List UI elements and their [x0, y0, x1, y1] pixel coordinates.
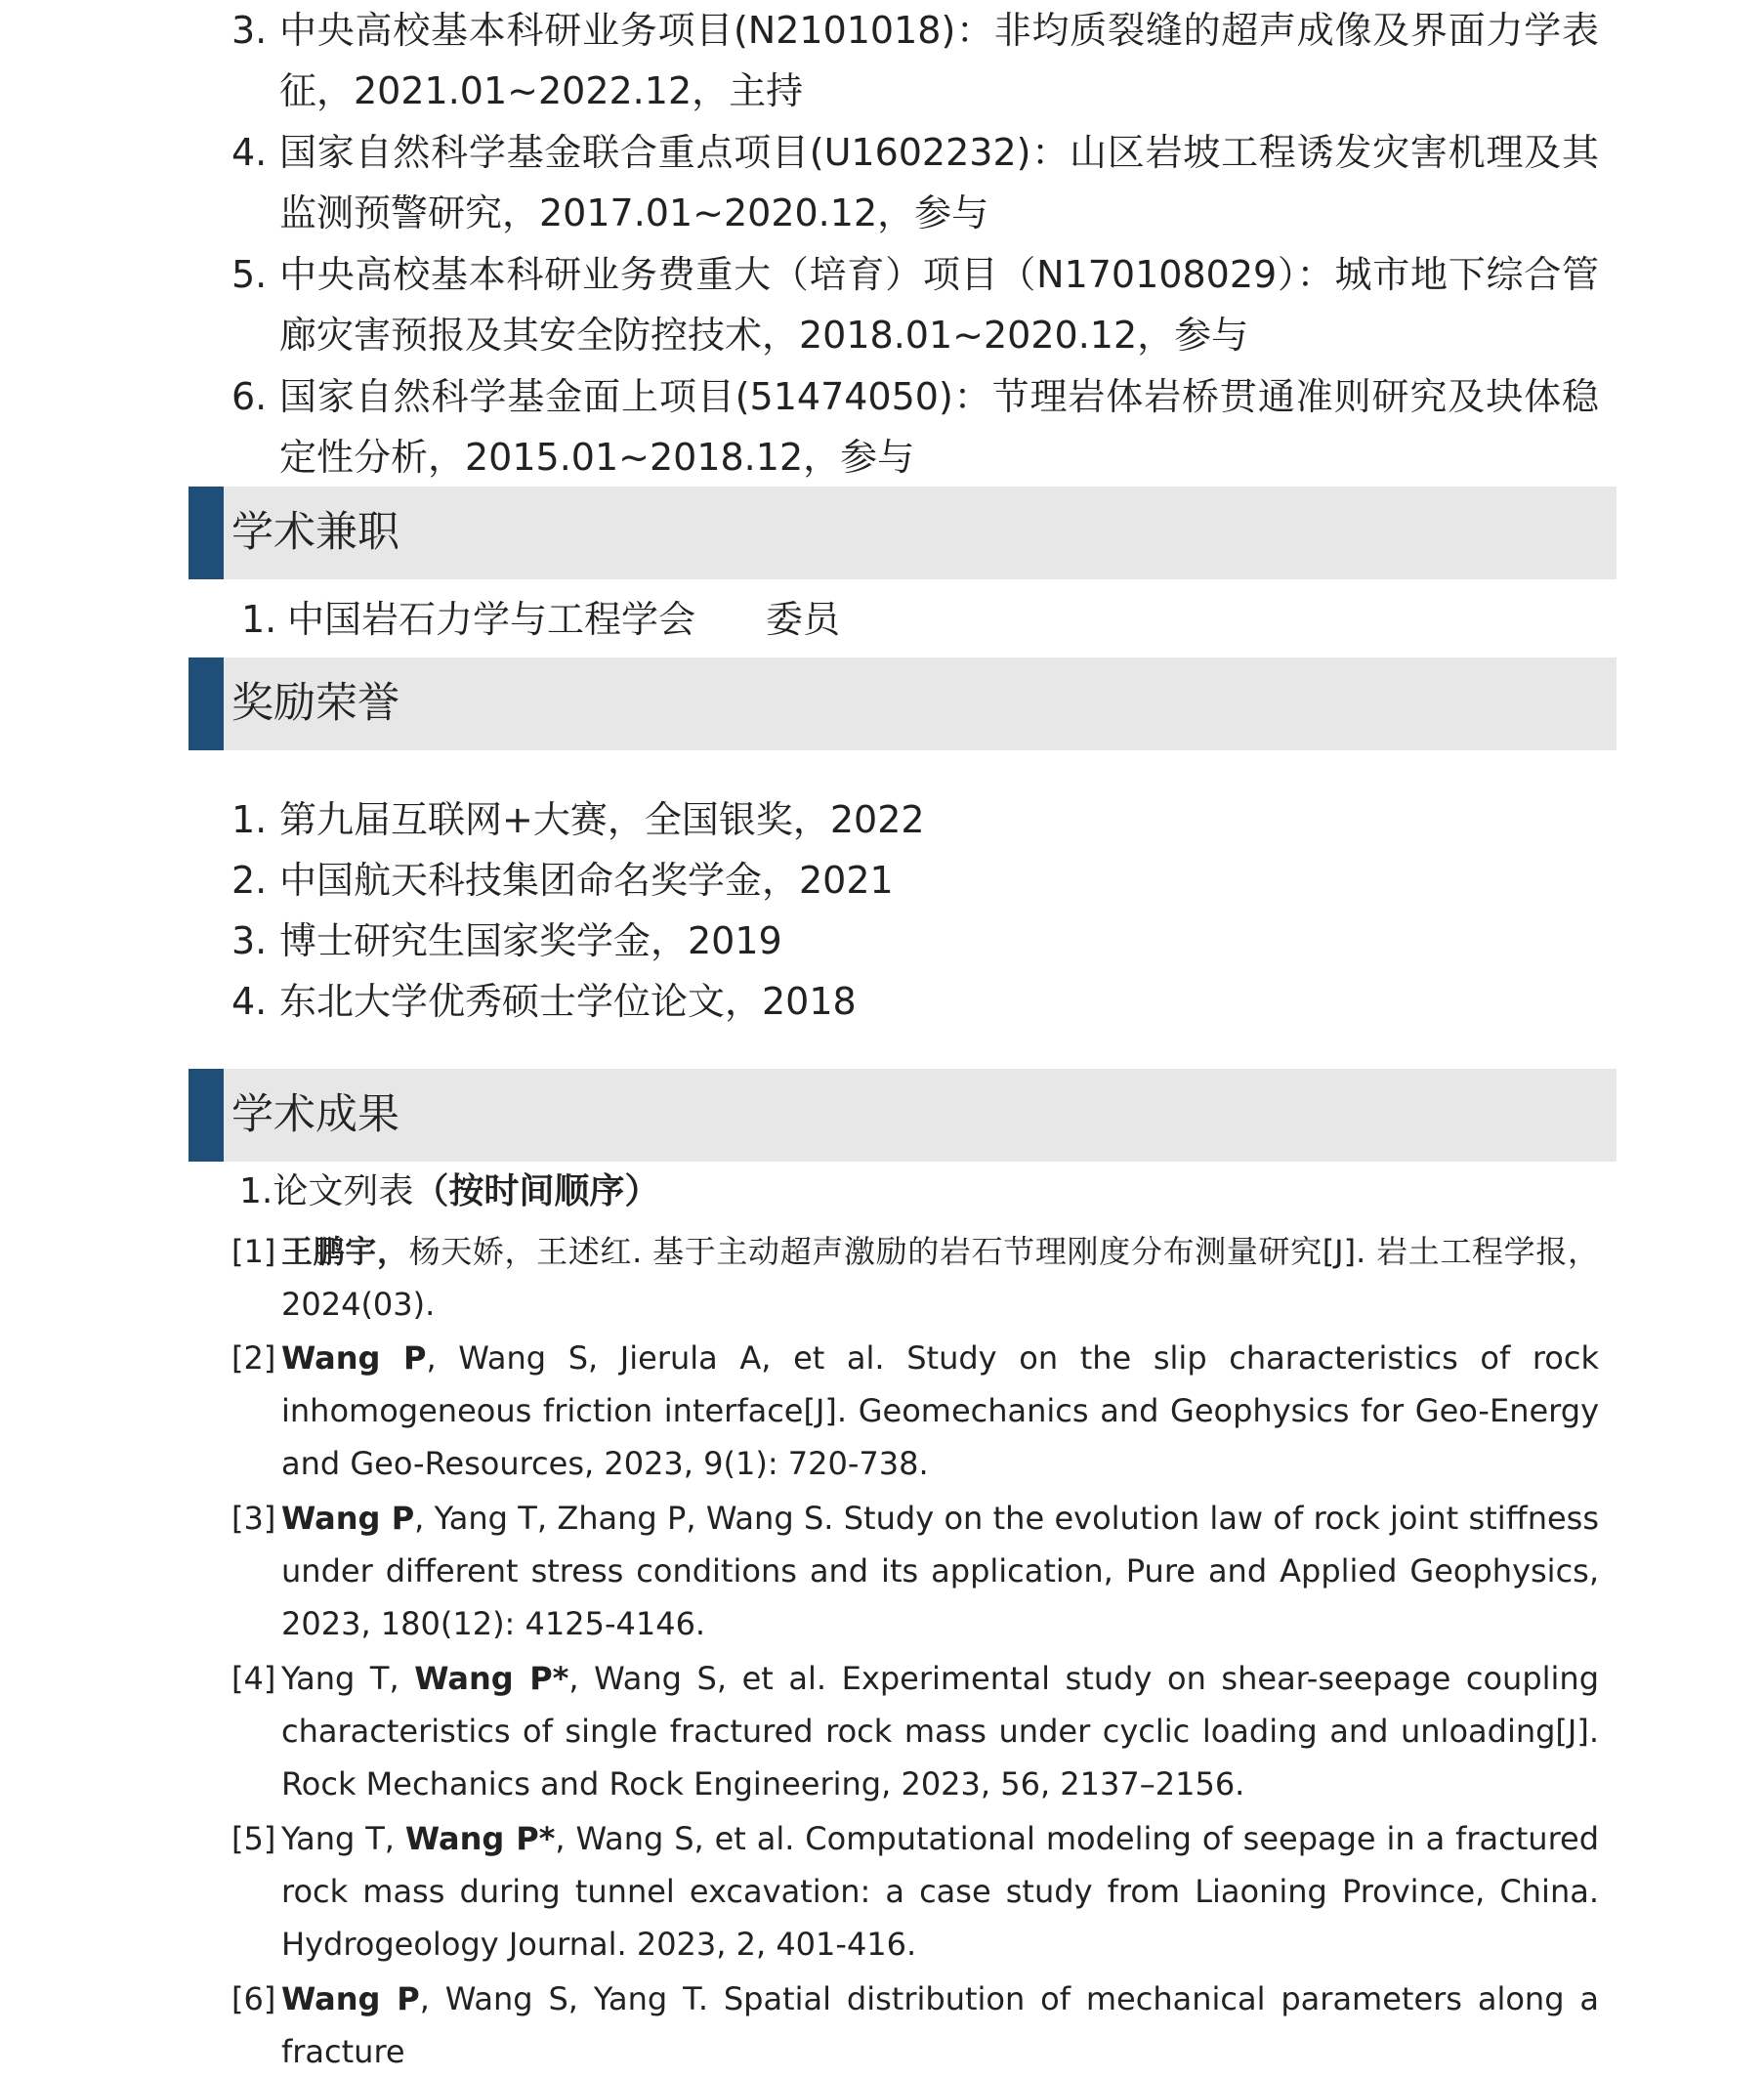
reference-number: [5]	[231, 1820, 276, 1857]
reference-rest: , Wang S, et al. Experimental study on shear-seepage coupling characteristics of single fractured rock mass under cyclic loading and unloading[J]. Rock Mechanics and Rock Engineering, 2023, 56, 2137–2156.	[281, 1660, 1600, 1802]
reference-item	[231, 1972, 1599, 2078]
list-number: 4.	[231, 131, 268, 174]
section-title: 学术兼职	[231, 508, 399, 557]
reference-rest: , Yang T, Zhang P, Wang S. Study on the evolution law of rock joint stiffness under different stress conditions and its application, Pure and Applied Geophysics, 2023, 180(12): 4125-4146.	[281, 1500, 1600, 1642]
reference-author-highlight: Wang P*	[414, 1660, 569, 1697]
honor-item	[231, 789, 1599, 850]
section-title: 奖励荣誉	[231, 679, 399, 728]
reference-text	[281, 1492, 1599, 1650]
section-title: 学术成果	[231, 1090, 399, 1139]
section-accent-bar	[189, 1069, 224, 1162]
reference-item	[231, 1812, 1599, 1971]
reference-item	[231, 1652, 1599, 1810]
list-number: 2.	[231, 859, 268, 902]
section-header-achievements	[189, 1069, 1617, 1162]
project-item	[231, 122, 1599, 243]
position-item	[241, 589, 840, 650]
list-number: 5.	[231, 253, 268, 296]
reference-text	[281, 1225, 1599, 1331]
papers-note: （按时间顺序）	[413, 1171, 660, 1211]
section-header-honors	[189, 657, 1617, 750]
list-number: 3.	[231, 919, 268, 962]
reference-number: [4]	[231, 1660, 276, 1697]
section-accent-bar	[189, 487, 224, 579]
honor-item	[231, 911, 1599, 971]
reference-number: [2]	[231, 1339, 276, 1377]
honor-item	[231, 850, 1599, 911]
project-text: 中央高校基本科研业务项目(N2101018)：非均质裂缝的超声成像及界面力学表征，2021.01~2022.12，主持	[279, 9, 1599, 112]
reference-item	[231, 1332, 1599, 1490]
section-header-positions	[189, 487, 1617, 579]
reference-number: [6]	[231, 1980, 276, 2017]
reference-author-highlight: Wang P	[281, 1500, 415, 1537]
project-text: 中央高校基本科研业务费重大（培育）项目（N170108029）：城市地下综合管廊灾害预报及其安全防控技术，2018.01~2020.12，参与	[279, 253, 1599, 357]
honor-text: 第九届互联网+大赛，全国银奖，2022	[279, 798, 925, 841]
project-item	[231, 0, 1599, 121]
reference-author-highlight: Wang P	[281, 1980, 420, 2017]
position-role: 委员	[766, 598, 841, 641]
honor-text: 东北大学优秀硕士学位论文，2018	[279, 980, 857, 1023]
reference-text	[281, 1332, 1599, 1490]
section-accent-bar	[189, 657, 224, 750]
reference-item	[231, 1225, 1599, 1331]
reference-number: [1]	[231, 1233, 276, 1270]
project-text: 国家自然科学基金面上项目(51474050)：节理岩体岩桥贯通准则研究及块体稳定性分析，2015.01~2018.12，参与	[279, 375, 1599, 479]
reference-text	[281, 1652, 1599, 1810]
reference-text	[281, 1972, 1599, 2078]
papers-subheading	[239, 1163, 659, 1221]
reference-prefix: Yang T,	[281, 1820, 405, 1857]
papers-label: 1.论文列表	[239, 1171, 414, 1211]
reference-author-highlight: 王鹏宇，	[281, 1233, 409, 1270]
reference-rest: 杨天娇，王述红. 基于主动超声激励的岩石节理刚度分布测量研究[J]. 岩土工程学报，2024(03).	[281, 1233, 1599, 1323]
project-item	[231, 244, 1599, 365]
reference-prefix: Yang T,	[281, 1660, 415, 1697]
project-item	[231, 366, 1599, 488]
reference-author-highlight: Wang P*	[404, 1820, 556, 1857]
reference-number: [3]	[231, 1500, 276, 1537]
reference-rest: , Wang S, Yang T. Spatial distribution of mechanical parameters along a fracture	[281, 1980, 1600, 2070]
position-organization: 中国岩石力学与工程学会	[287, 598, 696, 641]
reference-rest: , Wang S, et al. Computational modeling of seepage in a fractured rock mass during tunnel excavation: a case study from Liaoning Province, China. Hydrogeology Journal. 2023, 2, 401-416.	[281, 1820, 1600, 1963]
reference-rest: , Wang S, Jierula A, et al. Study on the slip characteristics of rock inhomogeneous friction interface[J]. Geomechanics and Geophysics for Geo-Energy and Geo-Resources, 2023, 9(1): 720-738.	[281, 1339, 1600, 1482]
list-number: 4.	[231, 980, 268, 1023]
reference-item	[231, 1492, 1599, 1650]
list-number: 1.	[241, 598, 277, 641]
reference-text	[281, 1812, 1599, 1971]
project-text: 国家自然科学基金联合重点项目(U1602232)：山区岩坡工程诱发灾害机理及其监测预警研究，2017.01~2020.12，参与	[279, 131, 1599, 234]
honor-text: 博士研究生国家奖学金，2019	[279, 919, 782, 962]
honor-item	[231, 971, 1599, 1032]
list-number: 3.	[231, 9, 268, 52]
list-number: 1.	[231, 798, 268, 841]
reference-author-highlight: Wang P	[281, 1339, 427, 1377]
list-number: 6.	[231, 375, 268, 418]
honor-text: 中国航天科技集团命名奖学金，2021	[279, 859, 894, 902]
